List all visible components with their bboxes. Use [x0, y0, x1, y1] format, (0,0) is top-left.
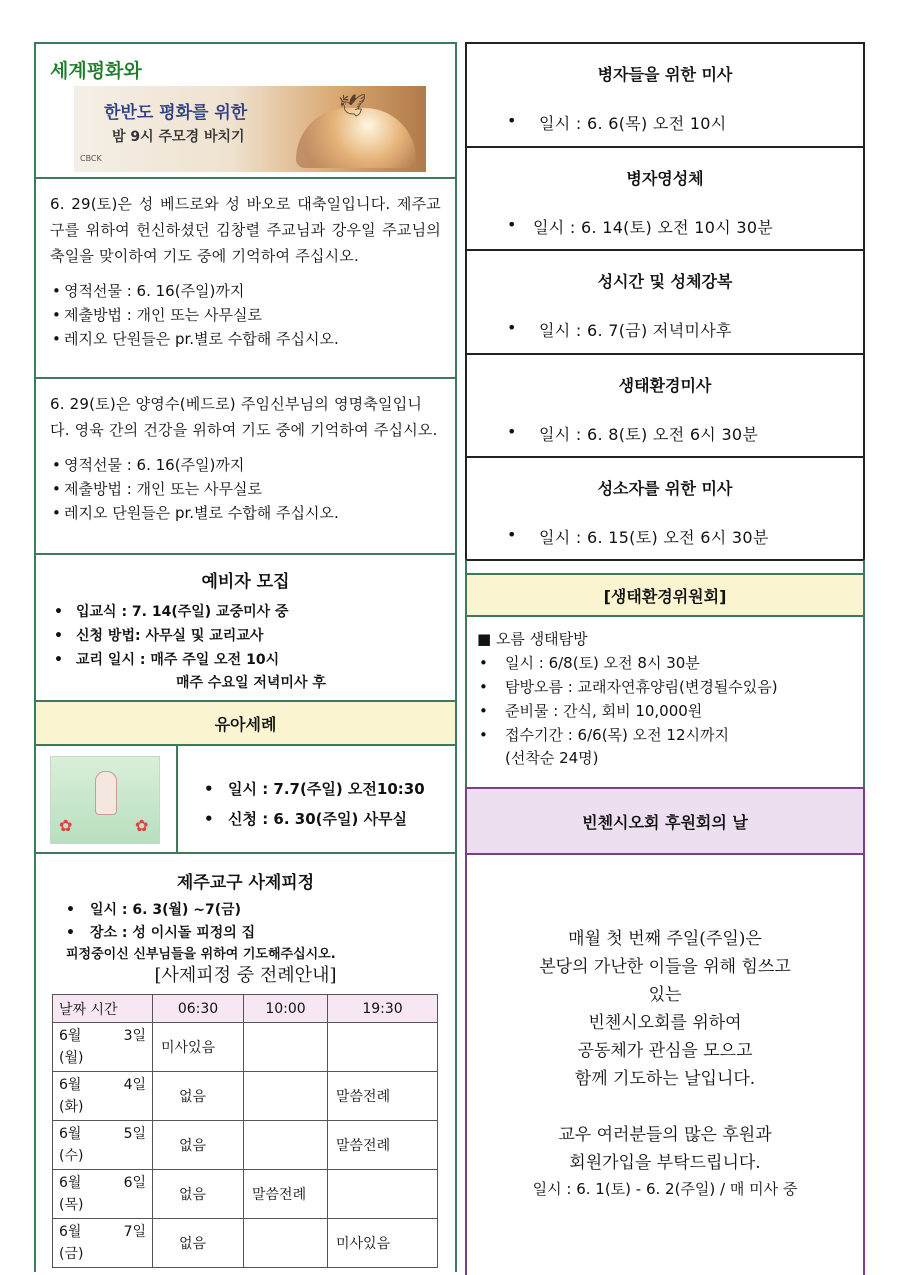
liturgy-table: [52, 994, 438, 1268]
weekday: (목): [59, 1197, 84, 1213]
table-cell: [328, 1023, 438, 1072]
eco-list: [477, 651, 863, 747]
table-cell: 없음: [153, 1072, 244, 1121]
table-header-row: [53, 995, 438, 1023]
spacer: [465, 559, 865, 573]
flower-icon: ✿: [135, 816, 149, 835]
weekday: (수): [59, 1148, 84, 1164]
mass-detail: • 일시 : 6. 6(목) 오전 10시: [467, 111, 863, 134]
table-cell: [328, 1170, 438, 1219]
infant-list: [202, 774, 425, 834]
vincent-line: 교우 여러분들의 많은 후원과: [558, 1125, 772, 1145]
table-cell: [244, 1121, 328, 1170]
list-item: • 제출방법 : 개인 또는 사무실로: [50, 303, 441, 327]
mass-detail: • 일시 : 6. 14(토) 오전 10시 30분: [467, 215, 863, 238]
retreat-title: 제주교구 사제피정: [176, 873, 315, 893]
spacer: [467, 1093, 863, 1121]
table-cell: 말씀전례: [244, 1170, 328, 1219]
peace-section: [36, 44, 455, 179]
feast-bishops-text: 6. 29(토)은 성 베드로와 성 바오로 대축일입니다. 제주교구를 위하여 헌신하셨던 김창렬 주교님과 강우일 주교님의 축일을 맞이하여 기도 중에 기억하여 주십시오.: [50, 195, 441, 265]
table-header-cell: 19:30: [328, 995, 438, 1023]
mass-box-holy-hour: [465, 249, 865, 353]
vincent-header: [465, 787, 865, 855]
list-item: • 장소 : 성 이시돌 피정의 집: [64, 922, 455, 945]
vincent-line: 공동체가 관심을 모으고: [577, 1041, 753, 1061]
day: 6일: [123, 1175, 146, 1191]
vincent-line: 함께 기도하는 날입니다.: [574, 1069, 756, 1089]
eco-header: [465, 573, 865, 617]
table-cell: 없음: [153, 1219, 244, 1268]
list-item: • 일시 : 7.7(주일) 오전10:30: [202, 774, 425, 804]
vincent-line: 매월 첫 번째 주일(주일)은: [568, 929, 762, 949]
list-item: • 접수기간 : 6/6(목) 오전 12시까지: [477, 723, 863, 747]
feast-bishops-section: [36, 179, 455, 379]
right-column: [465, 42, 865, 1272]
vincent-line: 빈첸시오회를 위하여: [588, 1013, 742, 1033]
list-item: • 입교식 : 7. 14(주일) 교중미사 중: [52, 600, 455, 624]
month: 6월: [59, 1077, 82, 1093]
dove-icon: 🕊: [338, 94, 366, 119]
mass-title: 병자영성체: [626, 169, 704, 188]
list-item: • 일시 : 6. 3(월) ~7(금): [64, 899, 455, 922]
list-item: • 제출방법 : 개인 또는 사무실로: [50, 477, 441, 501]
mass-title: 생태환경미사: [618, 376, 712, 395]
recruit-section: [36, 555, 455, 702]
month: 6월: [59, 1175, 82, 1191]
table-cell: 미사있음: [153, 1023, 244, 1072]
list-item: • 준비물 : 간식, 회비 10,000원: [477, 699, 863, 723]
mass-box-communion: [465, 146, 865, 249]
table-cell: [244, 1219, 328, 1268]
list-item: • 레지오 단원들은 pr.별로 수합해 주십시오.: [50, 327, 441, 351]
flower-icon: ✿: [59, 816, 73, 835]
day: 4일: [123, 1077, 146, 1093]
list-item: • 영적선물 : 6. 16(주일)까지: [50, 279, 441, 303]
peace-title: 세계평화와: [50, 60, 142, 82]
infant-title: 유아세례: [214, 714, 277, 734]
table-cell: [244, 1023, 328, 1072]
day: 7일: [123, 1224, 146, 1240]
vincent-title: 빈첸시오회 후원회의 날: [582, 812, 748, 832]
banner-line1: 한반도 평화를 위한: [104, 103, 248, 123]
feast-pastor-list: [50, 453, 441, 525]
table-row: [53, 1072, 438, 1121]
divider: [176, 746, 178, 852]
mass-box-ecology: [465, 353, 865, 456]
banner-line2: 밤 9시 주모경 바치기: [112, 129, 245, 145]
list-item: • 교리 일시 : 매주 주일 오전 10시: [52, 648, 455, 672]
list-item: • 레지오 단원들은 pr.별로 수합해 주십시오.: [50, 501, 441, 525]
recruit-list: [52, 600, 455, 672]
table-header-cell: 06:30: [153, 995, 244, 1023]
jesus-figure-icon: [95, 771, 117, 815]
eco-heading: ■ 오름 생태탐방: [477, 630, 588, 648]
vincent-line: 있는: [648, 985, 682, 1005]
feast-bishops-list: [50, 279, 441, 351]
weekday: (화): [59, 1099, 84, 1115]
eco-continued: (선착순 24명): [505, 749, 599, 767]
retreat-list: [64, 899, 455, 945]
retreat-subtitle: [사제피정 중 전례안내]: [154, 965, 337, 986]
table-cell-date: [53, 1121, 153, 1170]
eco-section: [465, 617, 865, 787]
weekday: (월): [59, 1050, 84, 1066]
table-cell: 미사있음: [328, 1219, 438, 1268]
mass-detail: • 일시 : 6. 15(토) 오전 6시 30분: [467, 525, 863, 548]
day: 3일: [123, 1028, 146, 1044]
list-item: • 일시 : 6/8(토) 오전 8시 30분: [477, 651, 863, 675]
table-cell-date: [53, 1219, 153, 1268]
table-cell: [244, 1072, 328, 1121]
feast-pastor-text: 6. 29(토)은 양영수(베드로) 주임신부님의 영명축일입니다. 영육 간의 건강을 위하여 기도 중에 기억하여 주십시오.: [50, 395, 438, 439]
mass-detail: • 일시 : 6. 8(토) 오전 6시 30분: [467, 422, 863, 445]
vincent-section: [465, 855, 865, 1275]
mass-title: 성시간 및 성체강복: [597, 272, 733, 291]
table-cell: 말씀전례: [328, 1072, 438, 1121]
table-header-cell: 10:00: [244, 995, 328, 1023]
month: 6월: [59, 1028, 82, 1044]
vincent-date: 일시 : 6. 1(토) - 6. 2(주일) / 매 미사 중: [532, 1180, 798, 1198]
vincent-line: 회원가입을 부탁드립니다.: [569, 1153, 761, 1173]
eco-title: [생태환경위원회]: [603, 586, 727, 606]
list-item: • 탐방오름 : 교래자연휴양림(변경될수있음): [477, 675, 863, 699]
table-row: [53, 1170, 438, 1219]
peace-banner: [74, 86, 426, 172]
table-cell-date: [53, 1023, 153, 1072]
table-header-cell: 날짜 시간: [53, 995, 153, 1023]
table-row: [53, 1121, 438, 1170]
day: 5일: [123, 1126, 146, 1142]
table-cell: 말씀전례: [328, 1121, 438, 1170]
month: 6월: [59, 1224, 82, 1240]
table-cell-date: [53, 1072, 153, 1121]
feast-pastor-section: [36, 379, 455, 555]
mass-detail: • 일시 : 6. 7(금) 저녁미사후: [467, 318, 863, 341]
table-cell: 없음: [153, 1170, 244, 1219]
list-item: • 신청 방법: 사무실 및 교리교사: [52, 624, 455, 648]
list-item: • 영적선물 : 6. 16(주일)까지: [50, 453, 441, 477]
weekday: (금): [59, 1246, 84, 1262]
jesus-children-illustration: [50, 756, 160, 844]
recruit-title: 예비자 모집: [201, 572, 290, 592]
retreat-note: 피정중이신 신부님들을 위하여 기도해주십시오.: [66, 947, 336, 962]
mass-box-sick: [465, 42, 865, 146]
month: 6월: [59, 1126, 82, 1142]
banner-logo: CBCK: [80, 154, 102, 163]
infant-header: [36, 702, 455, 746]
retreat-section: [36, 854, 455, 1274]
mass-title: 성소자를 위한 미사: [597, 479, 733, 498]
list-item: • 신청 : 6. 30(주일) 사무실: [202, 804, 425, 834]
table-cell: 없음: [153, 1121, 244, 1170]
table-row: [53, 1023, 438, 1072]
left-column: [34, 42, 457, 1272]
table-row: [53, 1219, 438, 1268]
mass-title: 병자들을 위한 미사: [597, 65, 733, 84]
recruit-extra: 매주 수요일 저녁미사 후: [176, 675, 326, 691]
table-cell-date: [53, 1170, 153, 1219]
vincent-line: 본당의 가난한 이들을 위해 힘쓰고: [539, 957, 791, 977]
infant-section: [36, 746, 455, 854]
mass-box-vocation: [465, 456, 865, 559]
